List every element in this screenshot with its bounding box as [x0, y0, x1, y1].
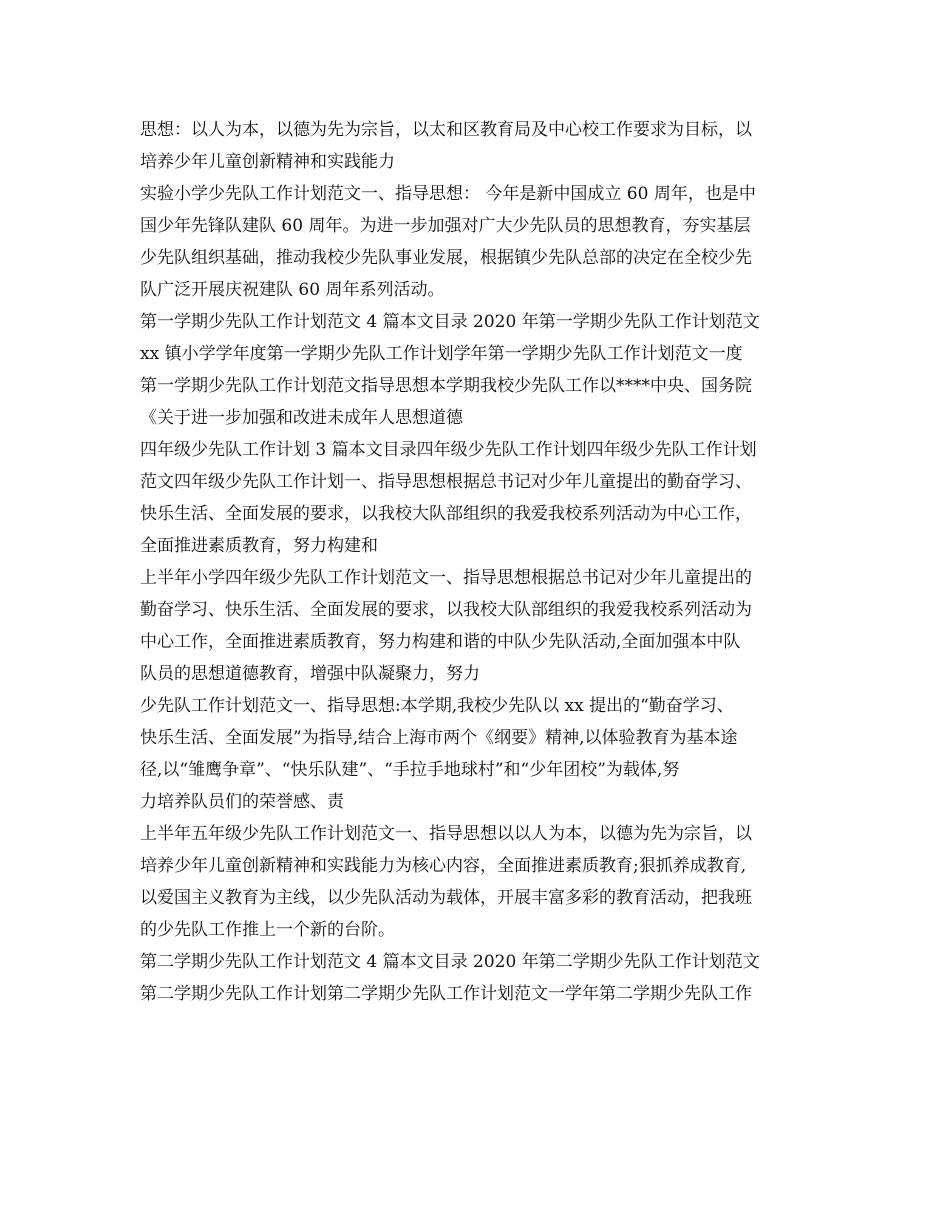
text-line: 实验小学少先队工作计划范文一、指导思想： 今年是新中国成立 60 周年，也是中 — [140, 184, 756, 204]
text-line: 队广泛开展庆祝建队 60 周年系列活动。 — [140, 280, 445, 300]
text-line: 思想：以人为本，以德为先为宗旨，以太和区教育局及中心校工作要求为目标，以 — [140, 120, 752, 140]
text-line: 上半年小学四年级少先队工作计划范文一、指导思想根据总书记对少年儿童提出的 — [140, 568, 752, 588]
text-line: 勤奋学习、快乐生活、全面发展的要求，以我校大队部组织的我爱我校系列活动为 — [140, 600, 752, 620]
text-line: 《关于进一步加强和改进未成年人思想道德 — [140, 408, 463, 428]
text-line: 力培养队员们的荣誉感、责 — [140, 792, 344, 812]
text-line: 的少先队工作推上一个新的台阶。 — [140, 920, 395, 940]
text-line: 第二学期少先队工作计划第二学期少先队工作计划范文一学年第二学期少先队工作 — [140, 984, 752, 1004]
text-line: 第二学期少先队工作计划范文 4 篇本文目录 2020 年第二学期少先队工作计划范文 — [140, 952, 760, 972]
text-line: 中心工作，全面推进素质教育，努力构建和谐的中队少先队活动,全面加强本中队 — [140, 632, 741, 652]
text-line: 国少年先锋队建队 60 周年。为进一步加强对广大少先队员的思想教育，夯实基层 — [140, 216, 751, 236]
text-line: xx 镇小学学年度第一学期少先队工作计划学年第一学期少先队工作计划范文一度 — [140, 344, 743, 364]
document-body — [140, 114, 830, 1010]
text-line: 快乐生活、全面发展的要求，以我校大队部组织的我爱我校系列活动为中心工作， — [140, 504, 752, 524]
text-line: 少先队工作计划范文一、指导思想:本学期,我校少先队以 xx 提出的“勤奋学习、 — [140, 696, 734, 716]
text-line: 快乐生活、全面发展”为指导,结合上海市两个《纲要》精神,以体验教育为基本途 — [140, 728, 738, 748]
text-line: 四年级少先队工作计划 3 篇本文目录四年级少先队工作计划四年级少先队工作计划 — [140, 440, 757, 460]
text-line: 队员的思想道德教育，增强中队凝聚力，努力 — [140, 664, 480, 684]
text-line: 范文四年级少先队工作计划一、指导思想根据总书记对少年儿童提出的勤奋学习、 — [140, 472, 752, 492]
text-line: 径,以“雏鹰争章”、“快乐队建”、“手拉手地球村”和“少年团校”为载体,努 — [140, 760, 680, 780]
text-line: 培养少年儿童创新精神和实践能力为核心内容，全面推进素质教育;狠抓养成教育, — [140, 856, 747, 876]
text-line: 全面推进素质教育，努力构建和 — [140, 536, 378, 556]
text-line: 上半年五年级少先队工作计划范文一、指导思想以以人为本，以德为先为宗旨，以 — [140, 824, 752, 844]
text-line: 第一学期少先队工作计划范文 4 篇本文目录 2020 年第一学期少先队工作计划范文 — [140, 312, 760, 332]
text-line: 第一学期少先队工作计划范文指导思想本学期我校少先队工作以****中央、国务院 — [140, 376, 752, 396]
text-line: 培养少年儿童创新精神和实践能力 — [140, 152, 395, 172]
text-line: 少先队组织基础，推动我校少先队事业发展，根据镇少先队总部的决定在全校少先 — [140, 248, 752, 268]
text-line: 以爱国主义教育为主线，以少先队活动为载体，开展丰富多彩的教育活动，把我班 — [140, 888, 752, 908]
